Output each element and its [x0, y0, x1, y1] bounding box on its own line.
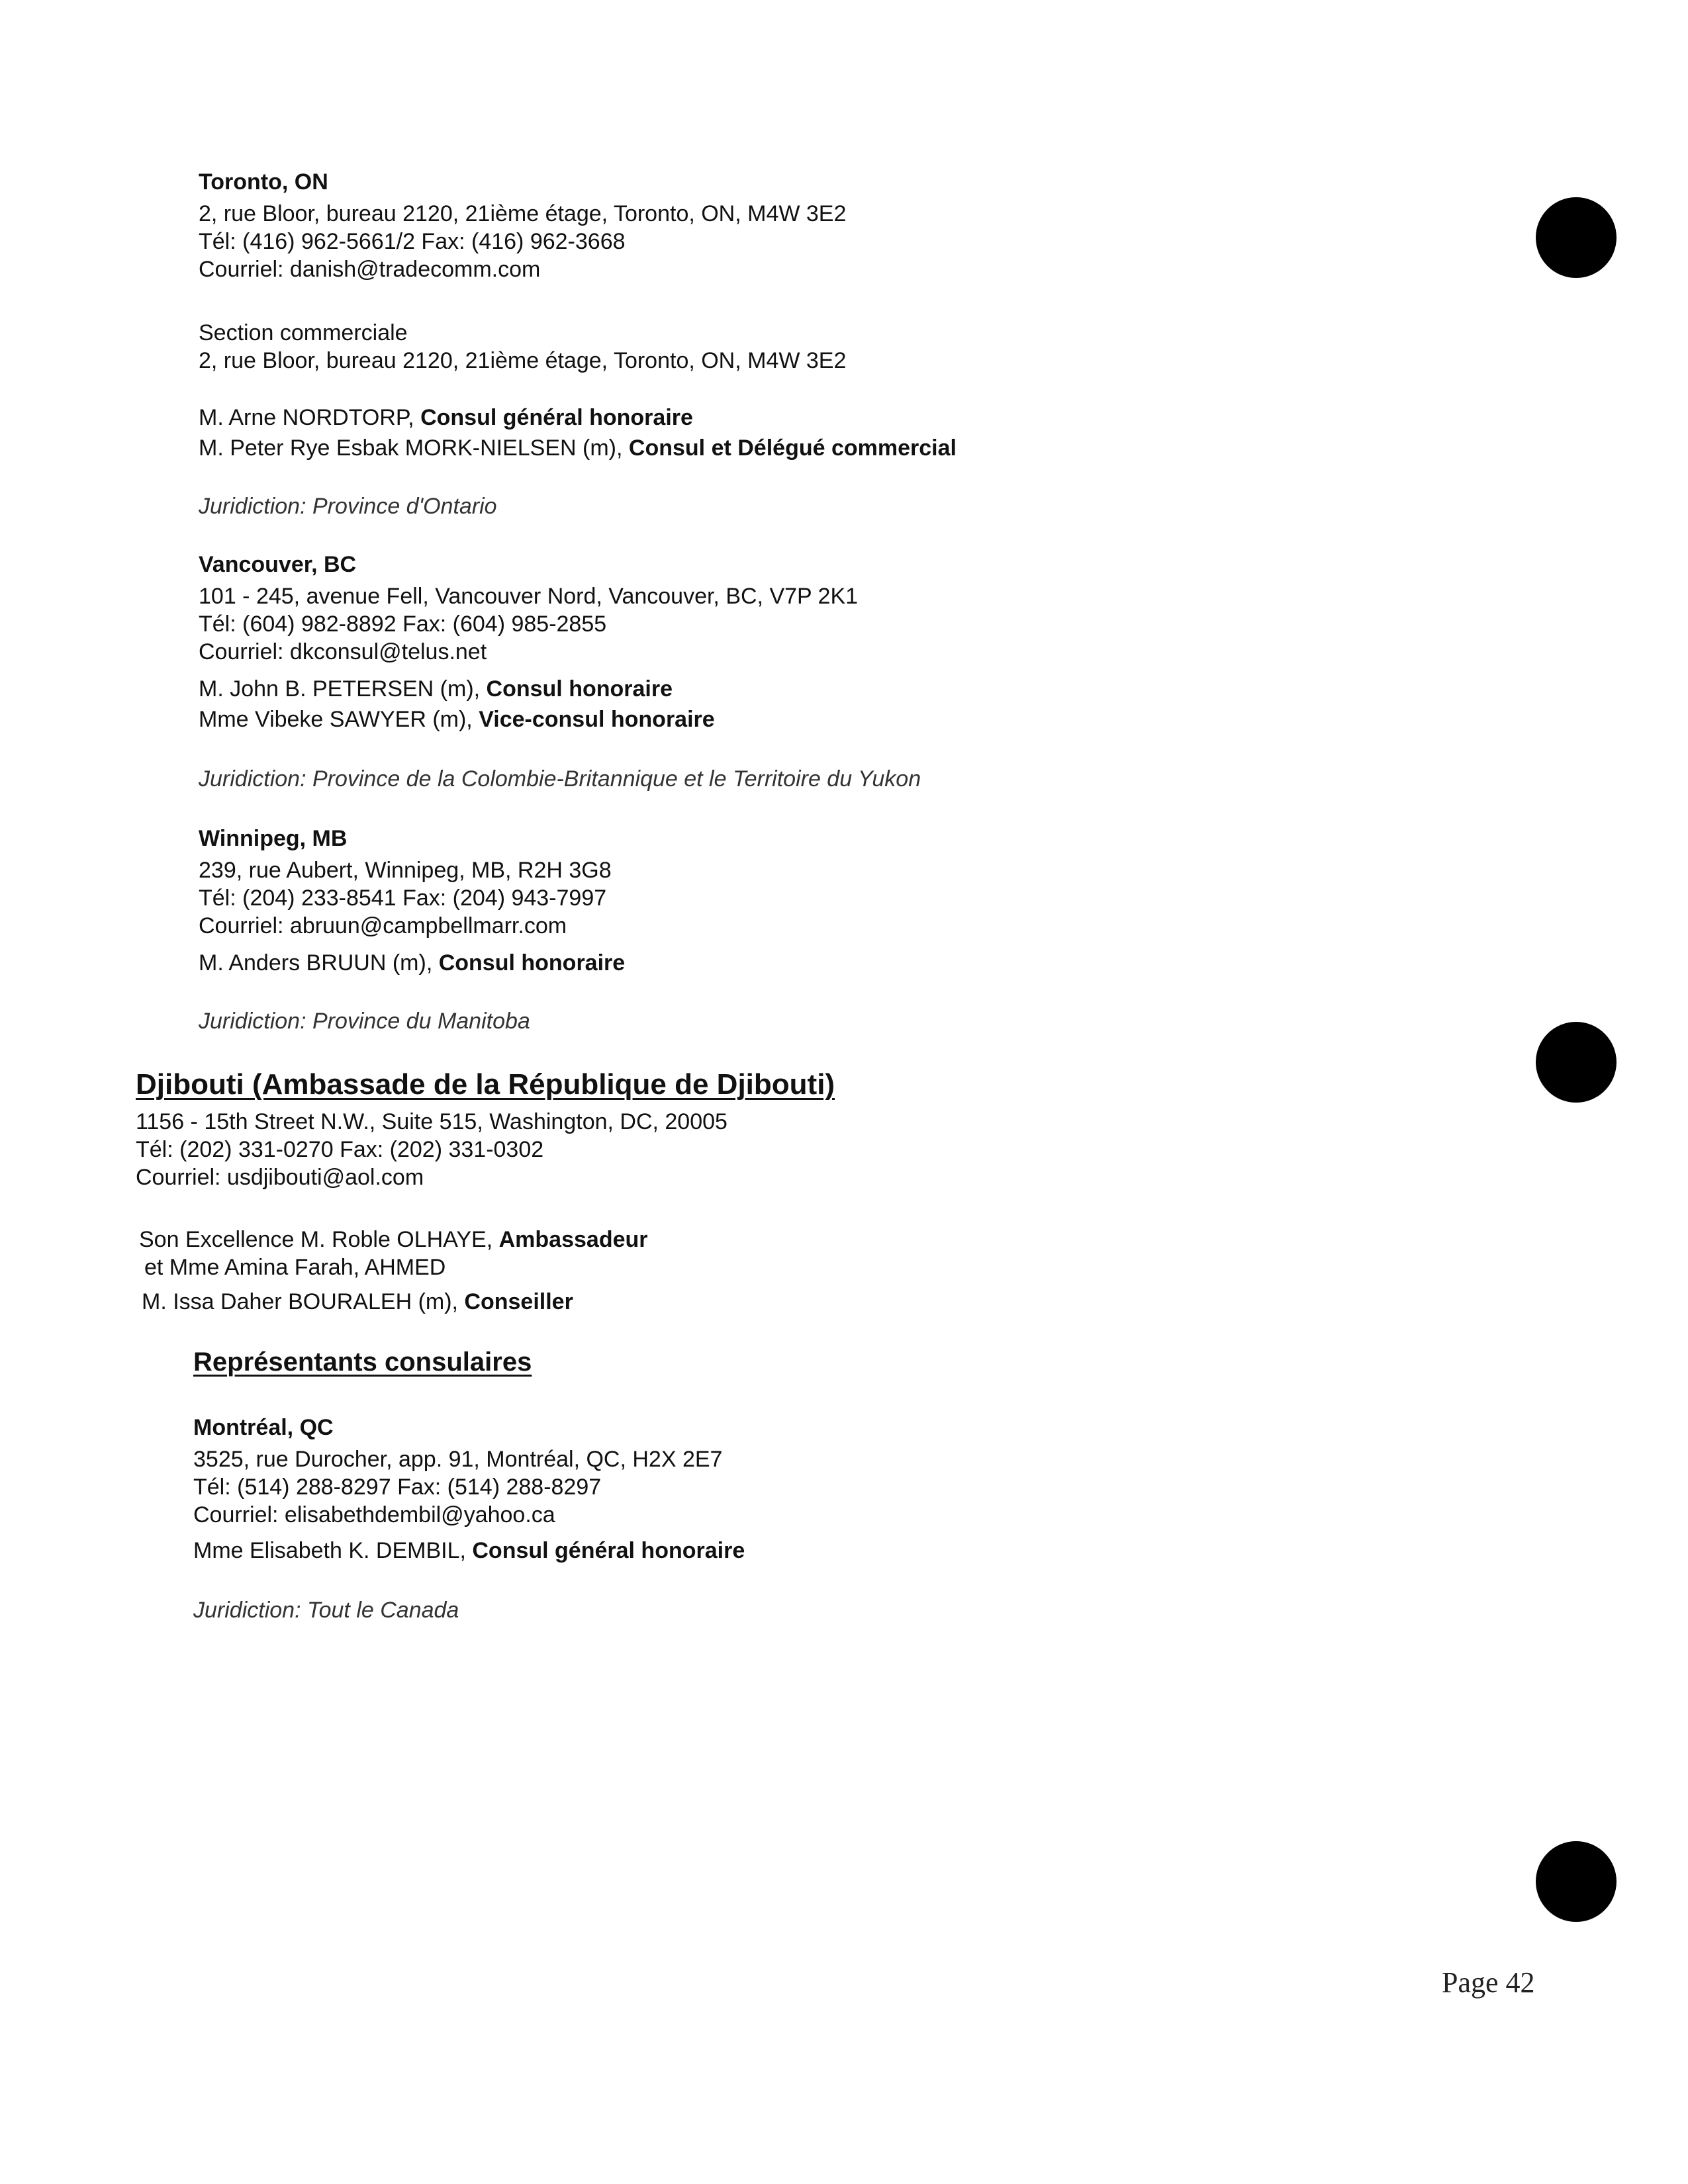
person-name: Mme Vibeke SAWYER (m),	[199, 707, 479, 732]
person-title: Vice-consul honoraire	[479, 707, 715, 732]
person-name: M. Arne NORDTORP,	[199, 405, 421, 430]
djibouti-address: 1156 - 15th Street N.W., Suite 515, Washington, DC, 20005	[136, 1109, 727, 1134]
djibouti-counsellor	[142, 1288, 573, 1316]
djibouti-ambassador	[139, 1226, 648, 1253]
toronto-jurisdiction: Juridiction: Province d'Ontario	[199, 494, 497, 519]
person-name: M. Peter Rye Esbak MORK-NIELSEN (m),	[199, 435, 629, 461]
consular-heading: Représentants consulaires	[193, 1347, 532, 1377]
djibouti-heading: Djibouti (Ambassade de la République de Djibouti)	[136, 1068, 835, 1101]
vancouver-phone: Tél: (604) 982-8892 Fax: (604) 985-2855	[199, 612, 607, 637]
montreal-address: 3525, rue Durocher, app. 91, Montréal, QC, H2X 2E7	[193, 1447, 723, 1472]
montreal-jurisdiction: Juridiction: Tout le Canada	[193, 1598, 459, 1623]
djibouti-spouse: et Mme Amina Farah, AHMED	[144, 1255, 446, 1280]
winnipeg-person	[199, 949, 625, 977]
vancouver-person	[199, 675, 673, 703]
binder-hole	[1536, 1022, 1617, 1103]
binder-hole	[1536, 197, 1617, 278]
person-title: Consul honoraire	[438, 950, 626, 976]
person-name: M. John B. PETERSEN (m),	[199, 676, 487, 702]
winnipeg-email: Courriel: abruun@campbellmarr.com	[199, 913, 567, 938]
person-title: Consul honoraire	[486, 676, 673, 702]
binder-hole	[1536, 1841, 1617, 1922]
toronto-phone: Tél: (416) 962-5661/2 Fax: (416) 962-3668	[199, 229, 626, 254]
djibouti-email: Courriel: usdjibouti@aol.com	[136, 1165, 424, 1190]
person-title: Ambassadeur	[498, 1227, 648, 1252]
montreal-person	[193, 1537, 745, 1565]
person-title: Consul général honoraire	[472, 1538, 745, 1563]
winnipeg-city: Winnipeg, MB	[199, 826, 348, 851]
winnipeg-address: 239, rue Aubert, Winnipeg, MB, R2H 3G8	[199, 858, 612, 883]
winnipeg-phone: Tél: (204) 233-8541 Fax: (204) 943-7997	[199, 886, 607, 911]
person-title: Conseiller	[464, 1289, 573, 1314]
vancouver-city: Vancouver, BC	[199, 552, 357, 577]
djibouti-phone: Tél: (202) 331-0270 Fax: (202) 331-0302	[136, 1137, 544, 1162]
montreal-email: Courriel: elisabethdembil@yahoo.ca	[193, 1502, 555, 1527]
person-name: Mme Elisabeth K. DEMBIL,	[193, 1538, 473, 1563]
vancouver-email: Courriel: dkconsul@telus.net	[199, 639, 487, 664]
vancouver-person	[199, 705, 715, 733]
person-title: Consul général honoraire	[420, 405, 693, 430]
toronto-section-address: 2, rue Bloor, bureau 2120, 21ième étage, Toronto, ON, M4W 3E2	[199, 348, 847, 373]
page-number: Page 42	[1442, 1966, 1535, 1999]
vancouver-address: 101 - 245, avenue Fell, Vancouver Nord, Vancouver, BC, V7P 2K1	[199, 584, 859, 609]
toronto-person	[199, 434, 957, 462]
toronto-city: Toronto, ON	[199, 169, 328, 195]
person-name: M. Anders BRUUN (m),	[199, 950, 439, 976]
vancouver-jurisdiction: Juridiction: Province de la Colombie-Britannique et le Territoire du Yukon	[199, 766, 921, 792]
person-name: M. Issa Daher BOURALEH (m),	[142, 1289, 465, 1314]
person-title: Consul et Délégué commercial	[628, 435, 957, 461]
toronto-section-title: Section commerciale	[199, 320, 408, 345]
person-name: Son Excellence M. Roble OLHAYE,	[139, 1227, 499, 1252]
toronto-address: 2, rue Bloor, bureau 2120, 21ième étage, Toronto, ON, M4W 3E2	[199, 201, 847, 226]
winnipeg-jurisdiction: Juridiction: Province du Manitoba	[199, 1009, 530, 1034]
toronto-person	[199, 404, 693, 432]
montreal-phone: Tél: (514) 288-8297 Fax: (514) 288-8297	[193, 1475, 602, 1500]
montreal-city: Montréal, QC	[193, 1415, 334, 1440]
toronto-email: Courriel: danish@tradecomm.com	[199, 257, 541, 282]
